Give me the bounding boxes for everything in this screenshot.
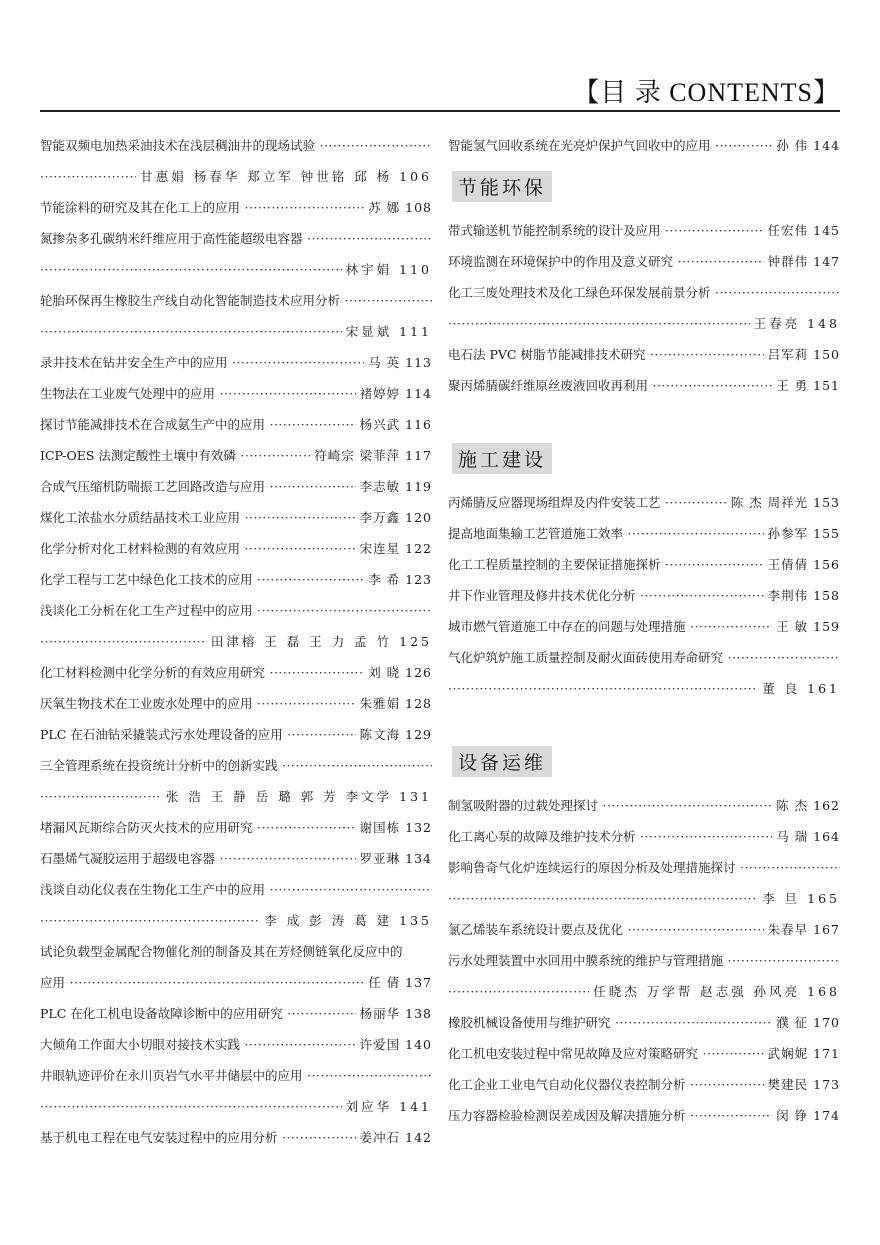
entry-authors-page: 任 倩 137 xyxy=(364,967,432,998)
entry-authors-page: 王春亮 148 xyxy=(750,308,840,339)
entry-authors-page: 张 浩 王 静 岳 璐 郭 芳 李文学 131 xyxy=(162,781,432,812)
entry-title: 石墨烯气凝胶运用于超级电容器 ····· xyxy=(40,843,432,874)
entry-authors-page: 董 良 161 xyxy=(758,673,840,704)
entry-title: 氮掺杂多孔碳纳米纤维应用于高性能超级电容器 ····· xyxy=(40,223,432,254)
entry-authors-page: 李万鑫 120 xyxy=(356,502,432,533)
toc-entry[interactable] xyxy=(448,339,840,370)
entry-title: 制氢吸附器的过载处理探讨 ····· xyxy=(448,790,840,821)
entry-authors-page: 王 勇 151 xyxy=(772,370,840,401)
toc-entry[interactable] xyxy=(448,370,840,401)
entry-title: 录井技术在钻井安全生产中的应用 ····· xyxy=(40,347,432,378)
toc-entry-title[interactable] xyxy=(448,945,840,976)
entry-authors-page: 陈 杰 162 xyxy=(772,790,840,821)
entry-authors-page: 罗亚琳 134 xyxy=(356,843,432,874)
entry-authors-page: 苏 娜 108 xyxy=(364,192,432,223)
toc-entry[interactable] xyxy=(40,843,432,874)
entry-authors-page: 姜冲石 142 xyxy=(356,1122,432,1153)
entry-title: 化工工程质量控制的主要保证措施探析 ····· xyxy=(448,549,840,580)
entry-authors-page: 王倩倩 156 xyxy=(764,549,840,580)
toc-entry[interactable] xyxy=(40,998,432,1029)
toc-entry[interactable] xyxy=(448,518,840,549)
toc-entry[interactable] xyxy=(40,440,432,471)
entry-title: 煤化工浓盐水分质结晶技术工业应用 ····· xyxy=(40,502,432,533)
toc-entry[interactable] xyxy=(40,688,432,719)
toc-entry-authors[interactable] xyxy=(40,161,432,192)
entry-title: ICP-OES 法测定酸性土壤中有效磷 ····· xyxy=(40,440,432,471)
entry-authors-page: 李 成 彭 涛 葛 建 135 xyxy=(260,905,432,936)
entry-authors-page: 孙参军 155 xyxy=(764,518,840,549)
toc-entry[interactable] xyxy=(448,549,840,580)
entry-title: 节能涂料的研究及其在化工上的应用 ····· xyxy=(40,192,432,223)
entry-title: 压力容器检验检测误差成因及解决措施分析 ····· xyxy=(448,1100,840,1131)
toc-entry-authors[interactable] xyxy=(448,308,840,339)
toc-entry-authors[interactable] xyxy=(40,781,432,812)
section-heading xyxy=(448,433,840,487)
entry-authors-page: 陈文海 129 xyxy=(356,719,432,750)
entry-authors-page: 朱春早 167 xyxy=(764,914,840,945)
entry-title: 轮胎环保再生橡胶生产线自动化智能制造技术应用分析 ····· xyxy=(40,285,432,316)
section-spacer xyxy=(448,401,840,433)
entry-title: 橡胶机械设备使用与维护研究 ····· xyxy=(448,1007,840,1038)
toc-entry-authors[interactable] xyxy=(40,254,432,285)
toc-entry[interactable] xyxy=(448,1007,840,1038)
entry-title: 智能双频电加热采油技术在浅层稠油井的现场试验 ····· xyxy=(40,130,432,161)
section-spacer xyxy=(448,704,840,736)
toc-entry[interactable] xyxy=(40,719,432,750)
entry-authors-page: 林宇娟 110 xyxy=(342,254,432,285)
entry-authors-page: 李 旦 165 xyxy=(758,883,840,914)
entry-title: 智能氢气回收系统在光亮炉保护气回收中的应用 ····· xyxy=(448,130,840,161)
entry-authors-page: 陈 杰 周祥光 153 xyxy=(727,487,840,518)
entry-title: PLC 在石油钻采撬装式污水处理设备的应用 ····· xyxy=(40,719,432,750)
toc-entry[interactable] xyxy=(448,580,840,611)
entry-authors-page: 马 英 113 xyxy=(364,347,432,378)
entry-title: 三全管理系统在投资统计分析中的创新实践 ····· xyxy=(40,750,432,781)
toc-entry-authors[interactable] xyxy=(40,905,432,936)
entry-authors-page: 马 瑞 164 xyxy=(772,821,840,852)
toc-entry-authors[interactable] xyxy=(448,976,840,1007)
entry-authors-page: 甘惠娟 杨春华 郑立军 钟世铭 邱 杨 106 xyxy=(136,161,432,192)
toc-entry[interactable] xyxy=(40,347,432,378)
toc-entry-authors[interactable] xyxy=(40,1091,432,1122)
entry-authors-page: 闵 铮 174 xyxy=(772,1100,840,1131)
section-label: 施工建设 xyxy=(452,443,552,474)
toc-entry-title[interactable] xyxy=(448,852,840,883)
entry-authors-page: 符崎宗 梁菲萍 117 xyxy=(310,440,432,471)
toc-entry-title[interactable] xyxy=(40,936,432,967)
entry-title: 生物法在工业废气处理中的应用 ····· xyxy=(40,378,432,409)
entry-title: 电石法 PVC 树脂节能减排技术研究 ····· xyxy=(448,339,840,370)
toc-entry-title[interactable] xyxy=(40,874,432,905)
toc-entry[interactable] xyxy=(448,1069,840,1100)
toc-entry[interactable] xyxy=(40,1122,432,1153)
entry-title: PLC 在化工机电设备故障诊断中的应用研究 ····· xyxy=(40,998,432,1029)
entry-title: 堵漏风瓦斯综合防灭火技术的应用研究 ····· xyxy=(40,812,432,843)
toc-entry-title[interactable] xyxy=(40,595,432,626)
header-rule xyxy=(40,110,840,112)
entry-authors-page: 朱雅娟 128 xyxy=(356,688,432,719)
entry-title: 城市燃气管道施工中存在的问题与处理措施 ····· xyxy=(448,611,840,642)
toc-entry-title[interactable] xyxy=(40,750,432,781)
entry-title: 浅谈化工分析在化工生产过程中的应用 ····· xyxy=(40,595,432,626)
entry-authors-page: 任晓杰 万学帮 赵志强 孙风亮 168 xyxy=(589,976,840,1007)
entry-title: 化学工程与工艺中绿色化工技术的应用 ····· xyxy=(40,564,432,595)
toc-entry[interactable] xyxy=(448,821,840,852)
entry-authors-page: 宋显斌 111 xyxy=(342,316,432,347)
entry-authors-page: 刘 晓 126 xyxy=(364,657,432,688)
entry-title: 井眼轨迹评价在永川页岩气水平井储层中的应用 ····· xyxy=(40,1060,432,1091)
toc-entry[interactable] xyxy=(40,192,432,223)
toc-entry[interactable] xyxy=(40,502,432,533)
entry-authors-page: 吕军莉 150 xyxy=(764,339,840,370)
toc-entry[interactable] xyxy=(448,246,840,277)
toc-entry-title[interactable] xyxy=(448,642,840,673)
entry-title: 提高地面集输工艺管道施工效率 ····· xyxy=(448,518,840,549)
section-label: 节能环保 xyxy=(452,171,552,202)
toc-entry[interactable] xyxy=(40,564,432,595)
toc-entry-authors[interactable] xyxy=(40,316,432,347)
entry-title: 基于机电工程在电气安装过程中的应用分析 ····· xyxy=(40,1122,432,1153)
entry-title: 化工三废处理技术及化工绿色环保发展前景分析 ····· xyxy=(448,277,840,308)
entry-title: 化工企业工业电气自动化仪器仪表控制分析 ····· xyxy=(448,1069,840,1100)
toc-entry[interactable] xyxy=(40,967,432,998)
toc-entry[interactable] xyxy=(448,215,840,246)
entry-title: 丙烯腈反应器现场组焊及内件安装工艺 ····· xyxy=(448,487,840,518)
entry-authors-page: 李 希 123 xyxy=(364,564,432,595)
entry-title: 浅谈自动化仪表在生物化工生产中的应用 ····· xyxy=(40,874,432,905)
entry-title: 化工机电安装过程中常见故障及应对策略研究 ····· xyxy=(448,1038,840,1069)
entry-title: 聚丙烯腈碳纤维原丝废液回收再利用 ····· xyxy=(448,370,840,401)
entry-title: 带式输送机节能控制系统的设计及应用 ····· xyxy=(448,215,840,246)
entry-authors-page: 宋连星 122 xyxy=(356,533,432,564)
toc-header xyxy=(40,68,840,112)
entry-title: 化学分析对化工材料检测的有效应用 ····· xyxy=(40,533,432,564)
toc-entry[interactable] xyxy=(40,378,432,409)
entry-authors-page: 李荆伟 158 xyxy=(764,580,840,611)
entry-authors-page: 孙 伟 144 xyxy=(772,130,840,161)
toc-entry[interactable] xyxy=(448,1100,840,1131)
toc-entry-authors[interactable] xyxy=(448,673,840,704)
entry-authors-page: 李志敏 119 xyxy=(356,471,432,502)
entry-authors-page: 王 敏 159 xyxy=(772,611,840,642)
entry-authors-page: 任宏伟 145 xyxy=(764,215,840,246)
entry-title: 气化炉筑炉施工质量控制及耐火面砖使用寿命研究 ····· xyxy=(448,642,840,673)
toc-title: 【目 录 CONTENTS】 xyxy=(573,78,840,107)
toc-entry-title[interactable] xyxy=(40,223,432,254)
entry-title: 环境监测在环境保护中的作用及意义研究 ····· xyxy=(448,246,840,277)
toc-entry[interactable] xyxy=(40,657,432,688)
toc-entry-title[interactable] xyxy=(40,130,432,161)
right-column xyxy=(448,130,840,1131)
entry-title: 化工材料检测中化学分析的有效应用研究 ····· xyxy=(40,657,432,688)
entry-title: 氯乙烯装车系统设计要点及优化 ····· xyxy=(448,914,840,945)
entry-title: 厌氧生物技术在工业废水处理中的应用 ····· xyxy=(40,688,432,719)
toc-entry[interactable] xyxy=(448,914,840,945)
entry-authors-page: 褚婷婷 114 xyxy=(356,378,432,409)
toc-entry-title[interactable] xyxy=(448,277,840,308)
entry-title: 大倾角工作面大小切眼对接技术实践 ····· xyxy=(40,1029,432,1060)
section-label: 设备运维 xyxy=(452,746,552,777)
toc-entry[interactable] xyxy=(40,533,432,564)
toc-entry[interactable] xyxy=(40,471,432,502)
entry-title: 井下作业管理及修井技术优化分析 ····· xyxy=(448,580,840,611)
toc-entry[interactable] xyxy=(448,790,840,821)
toc-entry-authors[interactable] xyxy=(448,883,840,914)
entry-authors-page: 樊建民 173 xyxy=(764,1069,840,1100)
entry-title: 化工离心泵的故障及维护技术分析 ····· xyxy=(448,821,840,852)
entry-authors-page: 濮 征 170 xyxy=(772,1007,840,1038)
entry-authors-page: 刘应华 141 xyxy=(342,1091,432,1122)
entry-authors-page: 武娴妮 171 xyxy=(764,1038,840,1069)
entry-title: 污水处理装置中水回用中膜系统的维护与管理措施 ····· xyxy=(448,945,840,976)
toc-entry[interactable] xyxy=(448,487,840,518)
entry-title: 应用 ····· xyxy=(40,967,432,998)
entry-authors-page: 谢国栋 132 xyxy=(356,812,432,843)
entry-authors-page: 杨丽华 138 xyxy=(356,998,432,1029)
entry-authors-page: 许爱国 140 xyxy=(356,1029,432,1060)
toc-entry[interactable] xyxy=(40,409,432,440)
toc-entry[interactable] xyxy=(40,812,432,843)
left-column xyxy=(40,130,432,1153)
entry-authors-page: 钟群伟 147 xyxy=(764,246,840,277)
entry-authors-page: 田津榕 王 磊 王 力 孟 竹 125 xyxy=(207,626,432,657)
section-heading xyxy=(448,161,840,215)
toc-entry-authors[interactable] xyxy=(40,626,432,657)
toc-entry[interactable] xyxy=(448,611,840,642)
entry-title: 试论负载型金属配合物催化剂的制备及其在芳烃侧链氧化反应中的 xyxy=(40,944,403,959)
entry-title: 影响鲁奇气化炉连续运行的原因分析及处理措施探讨 ····· xyxy=(448,852,840,883)
section-heading xyxy=(448,736,840,790)
toc-entry[interactable] xyxy=(40,1029,432,1060)
toc-entry[interactable] xyxy=(448,1038,840,1069)
entry-title: 探讨节能减排技术在合成氨生产中的应用 ····· xyxy=(40,409,432,440)
entry-title: 合成气压缩机防喘振工艺回路改造与应用 ····· xyxy=(40,471,432,502)
toc-entry[interactable] xyxy=(448,130,840,161)
toc-entry-title[interactable] xyxy=(40,1060,432,1091)
toc-entry-title[interactable] xyxy=(40,285,432,316)
entry-authors-page: 杨兴武 116 xyxy=(356,409,432,440)
